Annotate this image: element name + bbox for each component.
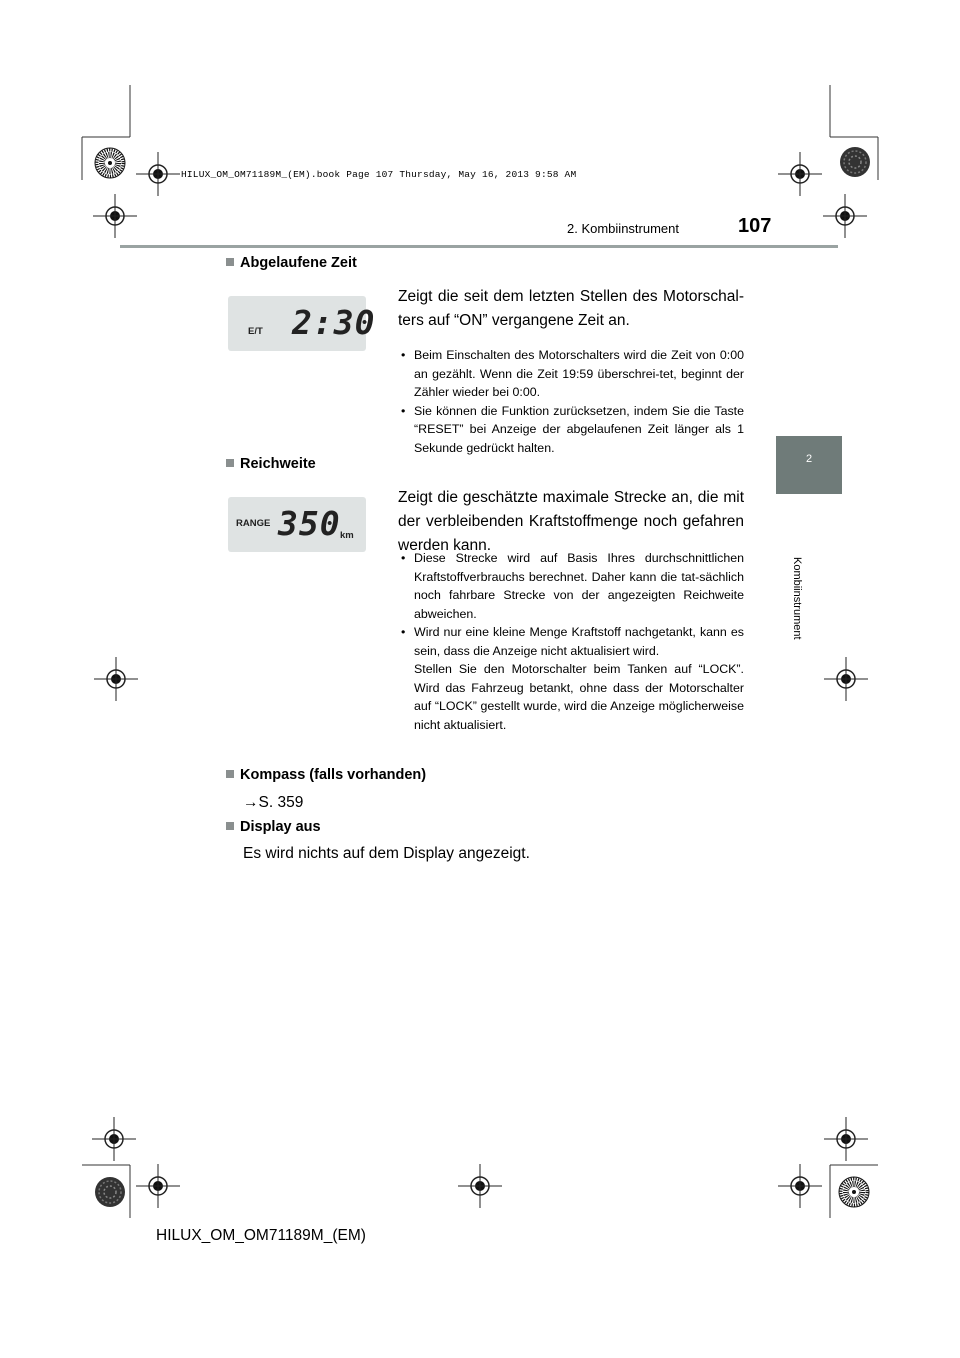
header-rule (120, 245, 838, 248)
range-description: Zeigt die geschätzte maximale Strecke an, die mit der verbleibenden Kraftstoffmenge noch gefahren werden kann. (398, 489, 744, 554)
chapter-label: Kombiinstrument (791, 557, 803, 640)
list-item: • Sie können die Funktion zurücksetzen, indem Sie die Taste “RESET” bei Anzeige der abgelaufenen Zeit länger als 1 Sekunde gedrückt halten. (401, 403, 744, 455)
display-range (228, 497, 366, 552)
range-notes (398, 549, 744, 734)
display-unit: km (340, 530, 354, 541)
bullet-square-icon (226, 258, 234, 266)
section-heading-elapsed-time: Abgelaufene Zeit (226, 255, 357, 271)
footer-document-id: HILUX_OM_OM71189M_(EM) (156, 1227, 366, 1244)
compass-page-reference[interactable]: →S. 359 (243, 794, 304, 811)
list-item: • Diese Strecke wird auf Basis Ihres durchschnittlichen Kraftstoffverbrauchs berechnet. Daher kann die tat-sächlich noch fahrbare Strecke von der angezeigten Reichweite abweichen. (401, 551, 744, 621)
bullet-square-icon (226, 459, 234, 467)
display-label: E/T (248, 326, 263, 337)
list-item: • Beim Einschalten des Motorschalters wird die Zeit von 0:00 an gezählt. Wenn die Zeit 19:59 überschrei-tet, beginnt der Zähler wieder bei 0:00. (401, 348, 744, 399)
list-item-continuation: Stellen Sie den Motorschalter beim Tanken auf “LOCK”. Wird das Fahrzeug betankt, ohne dass der Motorschalter auf “LOCK” gestellt wurde, wird die Anzeige möglicherweise nicht aktualisiert. (414, 662, 744, 732)
running-header-section: 2. Kombiinstrument (567, 221, 679, 236)
elapsed-time-notes (398, 346, 744, 457)
section-heading-display-off: Display aus (226, 819, 321, 835)
chapter-number: 2 (805, 453, 813, 465)
display-value: 350 (278, 504, 341, 543)
section-heading-compass: Kompass (falls vorhanden) (226, 767, 426, 783)
bullet-square-icon (226, 822, 234, 830)
list-item: • Wird nur eine kleine Menge Kraftstoff nachgetankt, kann es sein, dass die Anzeige nicht aktualisiert wird. (401, 625, 744, 658)
print-info: HILUX_OM_OM71189M_(EM).book Page 107 Thursday, May 16, 2013 9:58 AM (181, 169, 577, 180)
elapsed-time-description: Zeigt die seit dem letzten Stellen des Motorschal-ters auf “ON” vergangene Zeit an. (398, 288, 744, 329)
section-heading-range: Reichweite (226, 456, 316, 472)
display-value: 2:30 (292, 303, 376, 342)
display-label: RANGE (236, 518, 271, 529)
bullet-square-icon (226, 770, 234, 778)
chapter-tab (776, 436, 842, 494)
page-number: 107 (738, 215, 772, 237)
display-elapsed-time (228, 296, 376, 351)
display-off-description: Es wird nichts auf dem Display angezeigt. (243, 845, 530, 862)
